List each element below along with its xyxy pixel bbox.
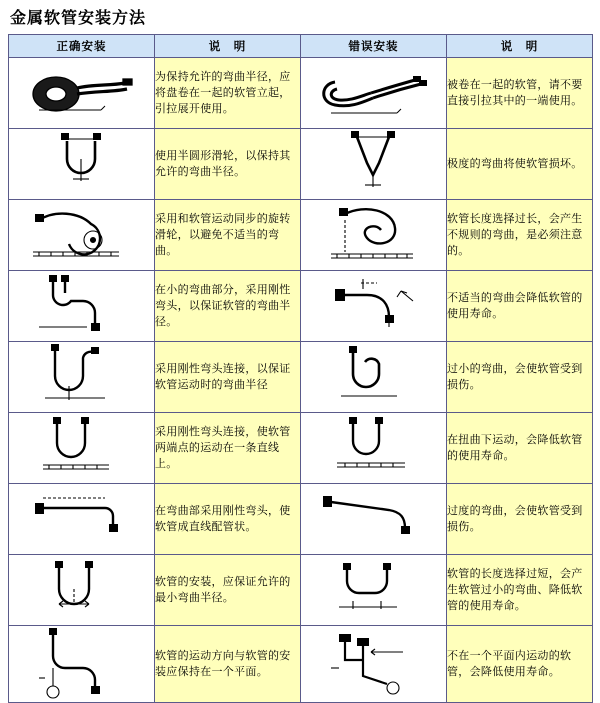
table-row — [9, 271, 593, 342]
description-wrong: 不适当的弯曲会降低软管的使用寿命。 — [447, 271, 593, 342]
hose-too-long-irregular-bend-figure — [301, 200, 445, 270]
description-correct: 软管的运动方向与软管的安装应保持在一个平面。 — [155, 626, 301, 703]
figure-cell-wrong — [301, 342, 447, 413]
figure-cell-correct — [9, 129, 155, 200]
description-wrong: 过小的弯曲，会使软管受到损伤。 — [447, 342, 593, 413]
rigid-elbow-connection-u-shape-figure — [9, 342, 153, 412]
figure-cell-correct — [9, 555, 155, 626]
description-wrong: 在扭曲下运动，会降低软管的使用寿命。 — [447, 413, 593, 484]
figure-cell-wrong — [301, 555, 447, 626]
description-correct: 使用半圆形滑轮，以保持其允许的弯曲半径。 — [155, 129, 301, 200]
figure-cell-wrong — [301, 413, 447, 484]
table-row — [9, 58, 593, 129]
table-row — [9, 413, 593, 484]
description-wrong: 不在一个平面内运动的软管，会降低使用寿命。 — [447, 626, 593, 703]
figure-cell-correct — [9, 342, 155, 413]
description-wrong: 极度的弯曲将使软管损坏。 — [447, 129, 593, 200]
too-small-bend-radius-figure — [301, 342, 445, 412]
table-header — [9, 35, 593, 58]
column-header-description-1: 说 明 — [155, 35, 301, 58]
column-header-wrong-install: 错误安装 — [301, 35, 447, 58]
figure-cell-correct — [9, 58, 155, 129]
figure-cell-wrong — [301, 484, 447, 555]
hose-minimum-bend-radius-u-figure — [9, 555, 153, 625]
figure-cell-wrong — [301, 200, 447, 271]
figure-cell-wrong — [301, 58, 447, 129]
header-row — [9, 35, 593, 58]
rigid-elbow-both-ends-straight-line-figure — [9, 413, 153, 483]
table-row — [9, 200, 593, 271]
figure-cell-wrong — [301, 626, 447, 703]
hose-motion-out-of-plane-figure — [301, 626, 445, 702]
table-body — [9, 58, 593, 703]
improper-bend-reduces-life-figure — [301, 271, 445, 341]
hose-twisted-motion-figure — [301, 413, 445, 483]
table-row — [9, 484, 593, 555]
description-wrong: 软管的长度选择过短，会产生软管过小的弯曲、降低软管的使用寿命。 — [447, 555, 593, 626]
figure-cell-correct — [9, 200, 155, 271]
description-correct: 采用和软管运动同步的旋转滑轮，以避免不适当的弯曲。 — [155, 200, 301, 271]
column-header-correct-install: 正确安装 — [9, 35, 155, 58]
rigid-elbow-at-small-bend-figure — [9, 271, 153, 341]
description-correct: 采用刚性弯头连接，使软管两端点的运动在一条直线上。 — [155, 413, 301, 484]
table-row — [9, 626, 593, 703]
hose-installation-table — [8, 34, 593, 703]
figure-cell-correct — [9, 413, 155, 484]
hose-bent-sharply-at-clamp-figure — [301, 129, 445, 199]
hose-motion-same-plane-figure — [9, 626, 153, 702]
description-wrong: 被卷在一起的软管，请不要直接引拉其中的一端使用。 — [447, 58, 593, 129]
table-row — [9, 555, 593, 626]
hose-over-semicircular-guide-figure — [9, 129, 153, 199]
description-correct: 采用刚性弯头连接，以保证软管运动时的弯曲半径 — [155, 342, 301, 413]
page-title: 金属软管安装方法 — [10, 8, 147, 27]
figure-cell-wrong — [301, 129, 447, 200]
description-correct: 为保持允许的弯曲半径，应将盘卷在一起的软管立起，引拉展开使用。 — [155, 58, 301, 129]
hose-too-long-small-bend-figure — [301, 555, 445, 625]
coiled-hose-pulled-from-middle-figure — [301, 58, 445, 128]
description-correct: 在小的弯曲部分，采用刚性弯头，以保证软管的弯曲半径。 — [155, 271, 301, 342]
figure-cell-correct — [9, 271, 155, 342]
description-correct: 软管的安装，应保证允许的最小弯曲半径。 — [155, 555, 301, 626]
figure-cell-wrong — [301, 271, 447, 342]
figure-cell-correct — [9, 626, 155, 703]
description-correct: 在弯曲部采用刚性弯头，使软管成直线配管状。 — [155, 484, 301, 555]
table-row — [9, 342, 593, 413]
description-wrong: 过度的弯曲，会使软管受到损伤。 — [447, 484, 593, 555]
table-row — [9, 129, 593, 200]
hose-with-synchronized-rotating-pulley-figure — [9, 200, 153, 270]
rigid-elbow-straight-piping-figure — [9, 484, 153, 554]
column-header-description-2: 说 明 — [447, 35, 593, 58]
excessive-bend-damage-figure — [301, 484, 445, 554]
coiled-hose-on-reel-figure — [9, 58, 153, 128]
description-wrong: 软管长度选择过长，会产生不规则的弯曲，是必须注意的。 — [447, 200, 593, 271]
figure-cell-correct — [9, 484, 155, 555]
